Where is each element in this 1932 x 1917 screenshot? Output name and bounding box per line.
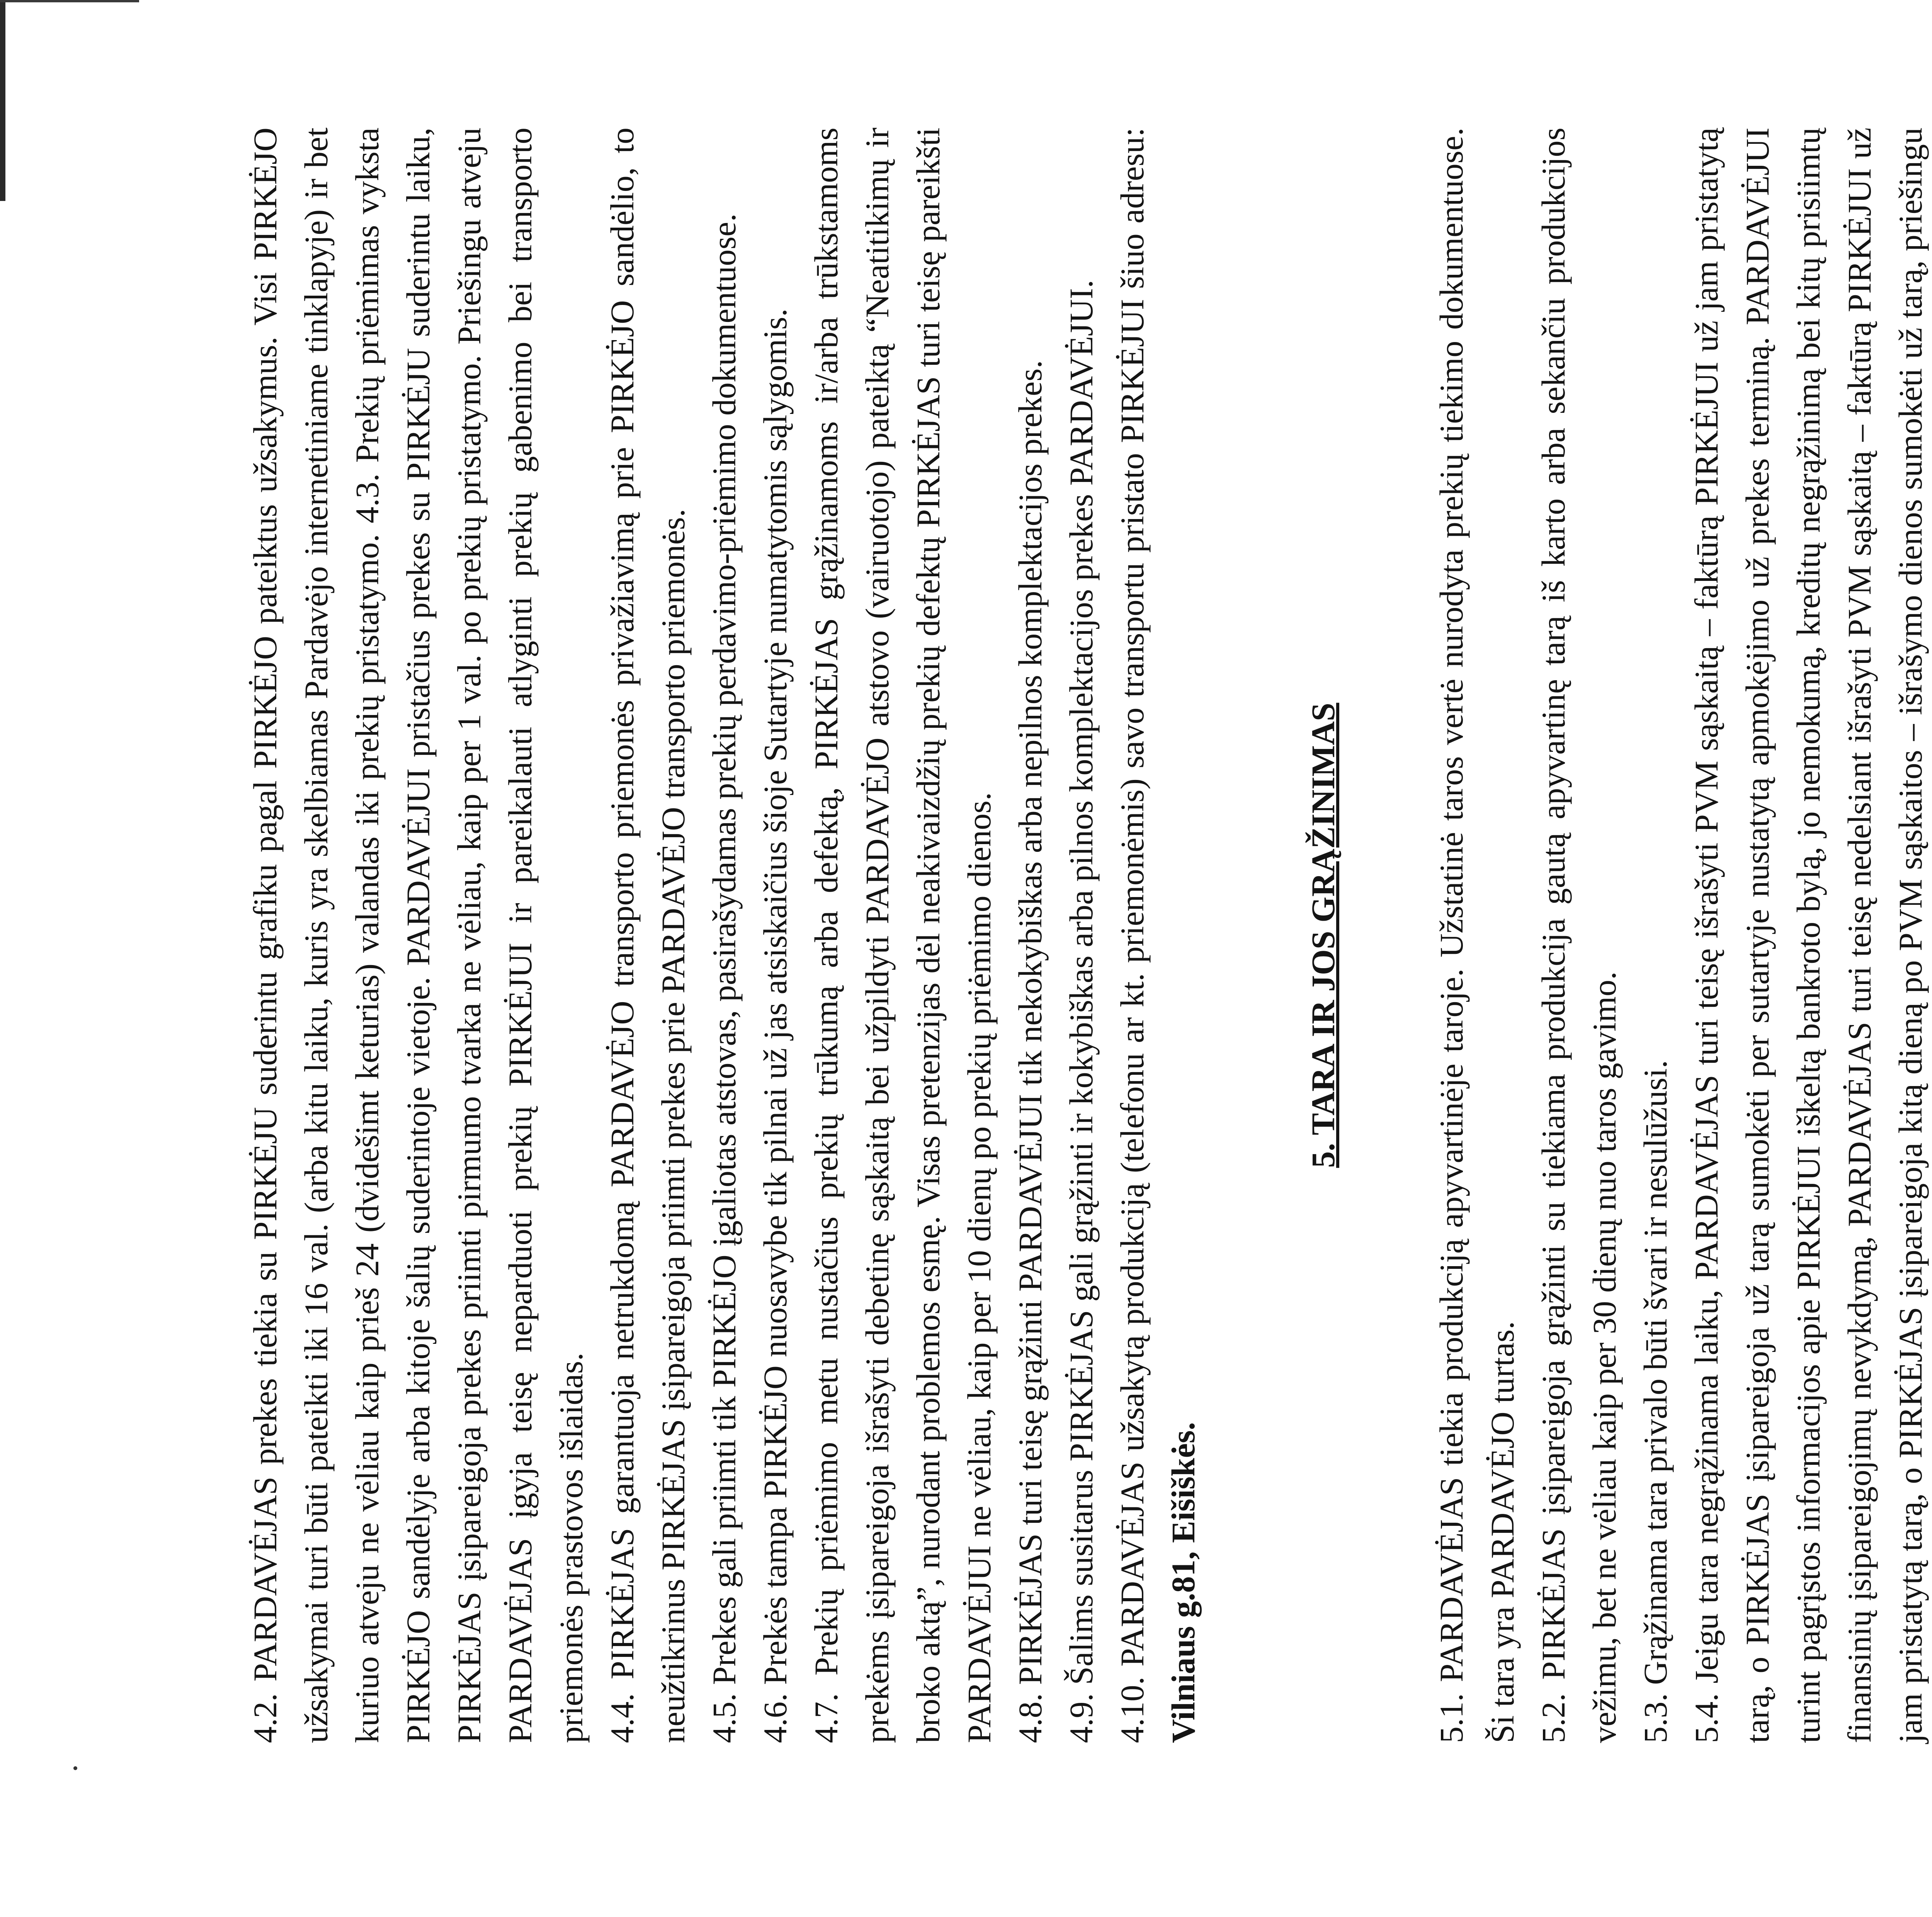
clause-5-1: 5.1. PARDAVĖJAS tiekia produkciją apyvartinėje taroje. Užstatinė taros vertė nurodyta prekių tiekimo dokumentuose. Ši tara yra PARDAVĖJO turtas.	[1433, 128, 1521, 1743]
document-body	[240, 128, 1932, 1743]
delivery-address: Vilniaus g.81, Eišiškės.	[1165, 1422, 1202, 1743]
clause-4-2: 4.2. PARDAVĖJAS prekes tiekia su PIRKĖJU suderintu grafiku pagal PIRKĖJO pateiktus užsakymus. Visi PIRKĖJO užsakymai turi būti pateikti iki 16 val. (arba kitu laiku, kuris yra skelbiamas Pardavėjo internetiniame tinklapyje) ir bet kuriuo atveju ne vėliau kaip prieš 24 (dvidešimt keturias) valandas iki prekių pristatymo. 4.3. Prekių priėmimas vyksta PIRKĖJO sandėlyje arba kitoje šalių suderintoje vietoje. PARDAVĖJUI pristačius prekes su PIRKĖJU suderintu laiku, PIRKĖJAS įsipareigoja prekes priimti pirmumo tvarka ne vėliau, kaip per 1 val. po prekių pristatymo. Priešingu atveju PARDAVĖJAS įgyja teisę neparduoti prekių PIRKĖJUI ir pareikalauti atlyginti prekių gabenimo bei transporto priemonės prastovos išlaidas.	[247, 128, 590, 1743]
clause-5-3: 5.3. Grąžinama tara privalo būti švari ir nesulūžusi.	[1637, 1060, 1674, 1743]
clause-5-2: 5.2. PIRKĖJAS įsipareigoja grąžinti su tiekiama produkcija gautą apyvartinę tarą iš karto arba sekančiu produkcijos vežimu, bet ne vėliau kaip per 30 dienų nuo taros gavimo.	[1535, 128, 1623, 1743]
clause-4-7: 4.7. Prekių priėmimo metu nustačius prekių trūkumą arba defektą, PIRKĖJAS grąžinamoms ir/arba trūkstamoms prekėms įsipareigoja išrašyti debetinę sąskaitą bei užpildyti PARDAVĖJO atstovo (vairuotojo) pateiktą “Neatitikimų ir broko aktą”, nurodant problemos esmę. Visas pretenzijas dėl neakivaizdžių prekių defektų PIRKĖJAS turi teisę pareikšti PARDAVĖJUI ne vėliau, kaip per 10 dienų po prekių priėmimo dienos.	[808, 128, 998, 1743]
clause-5-4: 5.4. Jeigu tara negrąžinama laiku, PARDAVĖJAS turi teisę išrašyti PVM sąskaitą – faktūrą PIRKĖJUI už jam pristatytą tarą, o PIRKĖJAS įsipareigoja už tarą sumokėti per sutartyje nustatytą apmokėjimo už prekes terminą. PARDAVĖJUI turint pagrįstos informacijos apie PIRKĖJUI iškeltą bankroto bylą, jo nemokumą, kreditų negrąžinimą bei kitų prisiimtų finansinių įsipareigojimų nevykdymą, PARDAVĖJAS turi teisę nedelsiant išrašyti PVM sąskaitą – faktūrą PIRKĖJUI už jam pristatytą tarą, o PIRKĖJAS įsipareigoja kitą dieną po PVM sąskaitos – išrašymo dienos sumokėti už tarą, priešingu	[1688, 128, 1929, 1743]
clause-4-9: 4.9. Šalims susitarus PIRKĖJAS gali grąžinti ir kokybiškas arba pilnos komplektacijos prekes PARDAVĖJUI.	[1063, 279, 1100, 1743]
clause-4-8: 4.8. PIRKĖJAS turi teisę grąžinti PARDAVĖJUI tik nekokybiškas arba nepilnos komplektacijos prekes.	[1012, 360, 1049, 1743]
section-5-title: 5. TARA IR JOS GRĄŽINIMAS	[1304, 703, 1342, 1168]
clause-4-5: 4.5. Prekes gali priimti tik PIRKĖJO įgaliotas atstovas, pasirašydamas prekių perdavimo-priėmimo dokumentuose.	[706, 213, 743, 1743]
clause-4-10-text: 4.10. PARDAVĖJAS užsakytą produkciją (telefonu ar kt. priemonėmis) savo transportu pristato PIRKĖJUI šiuo adresu:	[1114, 128, 1151, 1743]
clause-4-10	[1107, 128, 1209, 1743]
section-5-heading	[1298, 128, 1349, 1743]
clause-4-4: 4.4. PIRKĖJAS garantuoja netrukdomą PARDAVĖJO transporto priemonės privažiavimą prie PIRKĖJO sandėlio, to neužtikrinus PIRKĖJAS įsipareigoja priimti prekes prie PARDAVĖJO transporto priemonės.	[604, 128, 692, 1743]
clause-4-6: 4.6. Prekės tampa PIRKĖJO nuosavybe tik pilnai už jas atsiskaičius šioje Sutartyje numatytomis sąlygomis.	[757, 308, 794, 1743]
scan-speck	[73, 1766, 77, 1770]
